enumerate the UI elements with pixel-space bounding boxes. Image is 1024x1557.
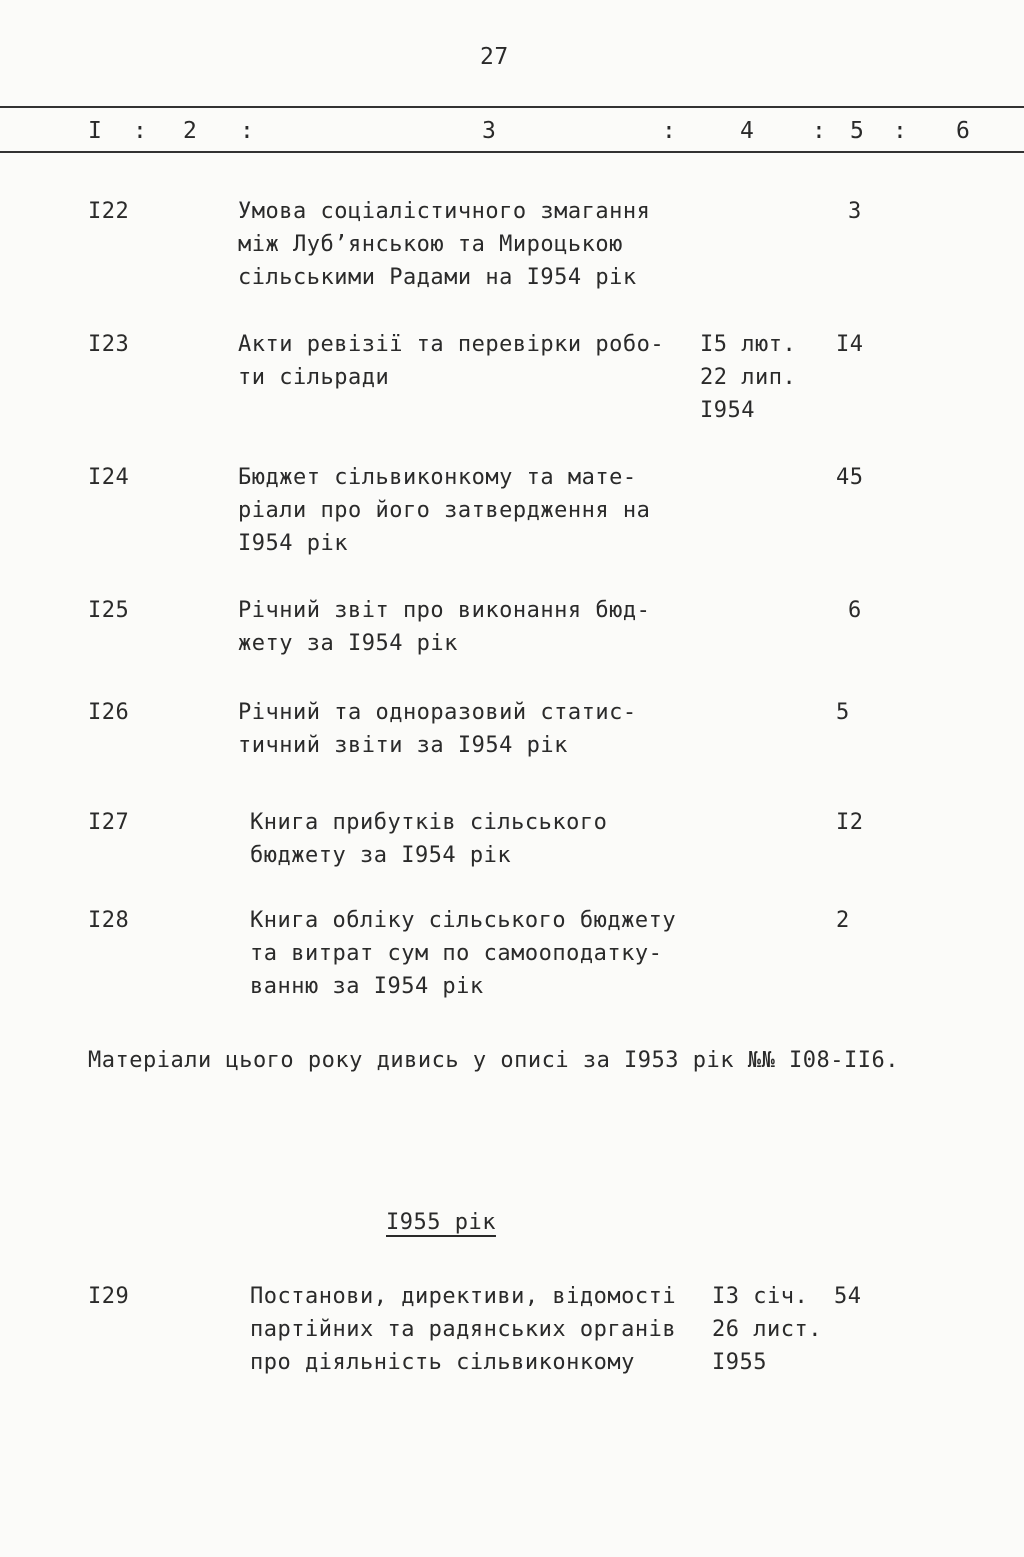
item-date-line: 26 лист. (712, 1317, 822, 1342)
item-sheets: 6 (848, 598, 862, 623)
item-description-line: Книга обліку сільського бюджету (250, 908, 677, 933)
item-date-line: 22 лип. (700, 365, 797, 390)
item-description-line: Бюджет сільвиконкому та мате- (238, 465, 637, 490)
item-description-line: Постанови, директиви, відомості (250, 1284, 677, 1309)
header-col-1: I (88, 118, 103, 144)
item-description-line: Річний та одноразовий статис- (238, 700, 637, 725)
header-col-2: 2 (183, 118, 198, 144)
item-description-line: Книга прибутків сільського (250, 810, 608, 835)
item-sheets: 5 (836, 700, 850, 725)
section-title: I955 рік (386, 1210, 496, 1235)
item-description-line: сільськими Радами на I954 рік (238, 265, 637, 290)
item-description-line: Акти ревізії та перевірки робо- (238, 332, 665, 357)
header-separator: : (893, 118, 908, 144)
item-description-line: Річний звіт про виконання бюд- (238, 598, 651, 623)
item-sheets: 3 (848, 199, 862, 224)
item-sheets: 54 (834, 1284, 862, 1309)
header-separator: : (133, 118, 148, 144)
item-number: I27 (88, 810, 130, 835)
item-description-line: ти сільради (238, 365, 390, 390)
item-description-line: ріали про його затвердження на (238, 498, 651, 523)
item-date-line: I955 (712, 1350, 767, 1375)
header-col-3: 3 (482, 118, 497, 144)
item-number: I22 (88, 199, 130, 224)
item-description-line: ванню за I954 рік (250, 974, 484, 999)
cross-reference-note: Матеріали цього року дивись у описі за I953 рік №№ I08-II6. (88, 1048, 899, 1073)
item-description-line: бюджету за I954 рік (250, 843, 512, 868)
item-description-line: між Луб’янською та Мироцькою (238, 232, 623, 257)
header-separator: : (662, 118, 677, 144)
item-description-line: та витрат сум по самооподатку- (250, 941, 663, 966)
item-number: I26 (88, 700, 130, 725)
item-number: I25 (88, 598, 130, 623)
header-col-4: 4 (740, 118, 755, 144)
item-description-line: I954 рік (238, 531, 348, 556)
item-description-line: партійних та радянських органів (250, 1317, 677, 1342)
item-date-line: I3 січ. (712, 1284, 809, 1309)
header-col-5: 5 (850, 118, 865, 144)
item-number: I29 (88, 1284, 130, 1309)
item-sheets: 45 (836, 465, 864, 490)
item-number: I28 (88, 908, 130, 933)
item-description-line: про діяльність сільвиконкому (250, 1350, 635, 1375)
item-sheets: I2 (836, 810, 864, 835)
item-description-line: жету за I954 рік (238, 631, 458, 656)
header-top-rule (0, 106, 1024, 108)
item-description-line: Умова соціалістичного змагання (238, 199, 651, 224)
item-date-line: I5 лют. (700, 332, 797, 357)
header-separator: : (240, 118, 255, 144)
page-number: 27 (480, 44, 509, 70)
header-bottom-rule (0, 151, 1024, 153)
header-col-6: 6 (956, 118, 971, 144)
item-number: I23 (88, 332, 130, 357)
item-date-line: I954 (700, 398, 755, 423)
item-sheets: I4 (836, 332, 864, 357)
item-description-line: тичний звіти за I954 рік (238, 733, 568, 758)
item-number: I24 (88, 465, 130, 490)
item-sheets: 2 (836, 908, 850, 933)
header-separator: : (812, 118, 827, 144)
